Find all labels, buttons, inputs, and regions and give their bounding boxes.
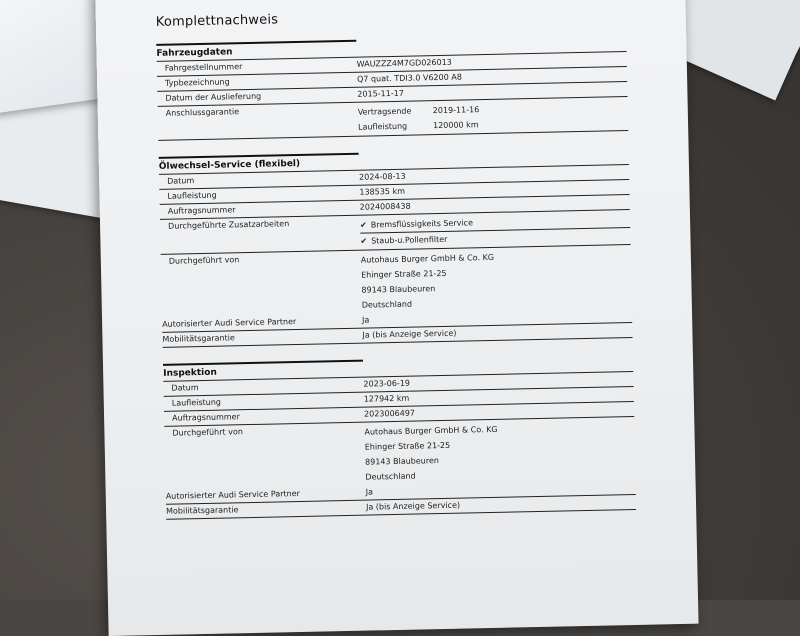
table-row: Mobilitätsgarantie Ja (bis Anzeige Service): [162, 323, 632, 348]
section-heading: Inspektion: [163, 360, 363, 379]
table-row: Autorisierter Audi Service Partner Ja: [162, 308, 632, 333]
table-row-garantie: Anschlussgarantie Vertragsende 2019-11-16 Laufleistung 120000 km: [158, 97, 629, 141]
list-item: ✔ Staub-u.Pollenfilter: [360, 227, 630, 249]
table-row-zusatzarbeiten: Durchgeführte Zusatzarbeiten ✔ Bremsflüssigkeits Service ✔ Staub-u.Pollenfilter: [160, 210, 631, 255]
section-inspektion: [163, 354, 636, 520]
table-row-durchgefuehrt: Durchgeführt von Autohaus Burger GmbH & Co. KG Ehinger Straße 21-25 89143 Blaubeuren Deutschland: [168, 252, 495, 310]
table-row: Laufleistung 127942 km: [164, 387, 634, 412]
table-row: Autorisierter Audi Service Partner Ja: [166, 480, 636, 505]
list-item: ✔ Bremsflüssigkeits Service: [360, 212, 630, 233]
section-oelwechsel: [159, 147, 633, 348]
section-heading: Fahrzeugdaten: [156, 40, 356, 59]
table-row: Datum 2023-06-19: [163, 372, 633, 397]
table-row-durchgefuehrt: Durchgeführt von Autohaus Burger GmbH & Co. KG Ehinger Straße 21-25 89143 Blaubeuren Deutschland: [172, 424, 498, 482]
table-row: Auftragsnummer 2024008438: [160, 195, 630, 220]
table-row: Mobilitätsgarantie Ja (bis Anzeige Service): [166, 495, 636, 520]
table-row: Fahrgestellnummer WAUZZZ4M7GD026013: [157, 52, 627, 77]
table-row: Datum 2024-08-13: [159, 165, 629, 190]
table-row: Datum der Auslieferung 2015-11-17: [157, 82, 627, 107]
checkmark-icon: ✔: [360, 220, 367, 230]
document-title: Komplettnachweis: [155, 12, 279, 30]
section-heading: Ölwechsel-Service (flexibel): [159, 153, 359, 172]
document-page: [95, 0, 698, 636]
table-row: Typbezeichnung Q7 quat. TDI3.0 V6200 A8: [157, 67, 627, 92]
section-fahrzeugdaten: [156, 34, 628, 141]
table-row: Auftragsnummer 2023006497: [164, 402, 634, 427]
table-row: Laufleistung 138535 km: [159, 180, 629, 205]
checkmark-icon: ✔: [360, 236, 368, 246]
